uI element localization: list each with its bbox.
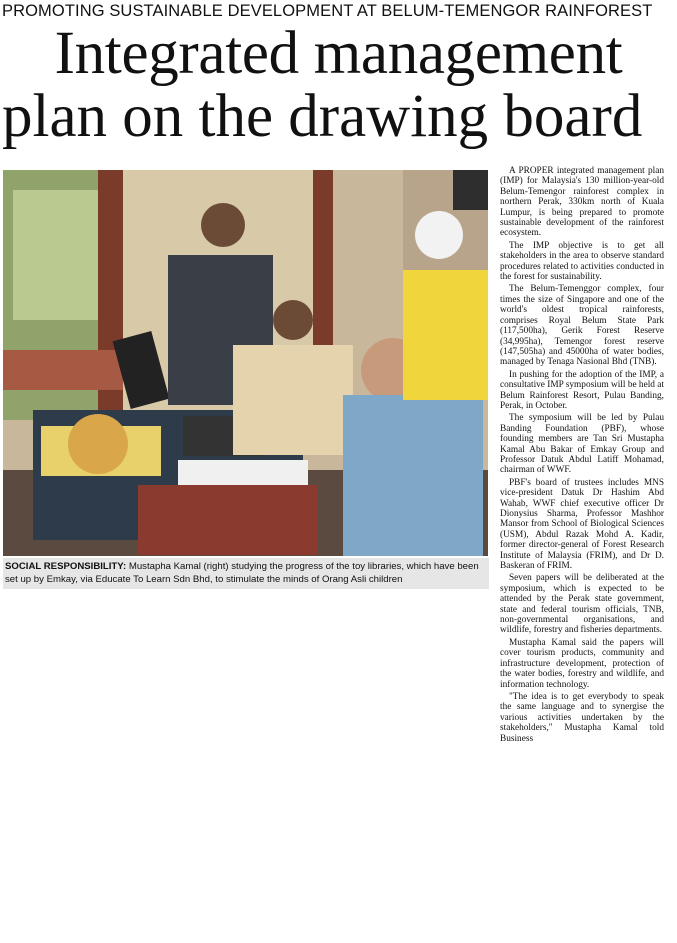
- photo-caption: [3, 558, 489, 589]
- article-paragraph: A PROPER integrated management plan (IMP) for Malaysia's 130 million-year-old Belum-Temengor rainforest complex in northern Perak, 330km north of Kuala Lumpur, is being prepared to promote sustainable development of the rainforest ecosystem.: [500, 166, 664, 239]
- headline-line-1: Integrated management: [54, 20, 623, 87]
- article-body: [500, 166, 664, 943]
- article-paragraph: PBF's board of trustees includes MNS vice-president Datuk Dr Hashim Abd Wahab, WWF chief executive officer Dr Dionysius Sharma, Professor Mashhor Mansor from School of Biological Sciences (USM), Abdul Razak Mohd A. Kadir, former director-general of Forest Research Institute of Malaysia (FRIM), and Dr D. Baskeran of FRIM.: [500, 477, 664, 572]
- caption-text: Mustapha Kamal (right) studying the progress of the toy libraries, which have been set up by Emkay, via Educate To Learn Sdn Bhd, to stimulate the minds of Orang Asli children: [5, 561, 479, 585]
- article-paragraph: The symposium will be led by Pulau Banding Foundation (PBF), whose founding members are Tan Sri Mustapha Kamal Abu Bakar of Emkay Group and Professor Datuk Abdul Latiff Mohamad, chairman of WWF.: [500, 413, 664, 476]
- caption-lead: SOCIAL RESPONSIBILITY:: [5, 561, 127, 572]
- section-kicker: PROMOTING SUSTAINABLE DEVELOPMENT AT BELUM-TEMENGOR RAINFOREST: [2, 2, 653, 20]
- article-paragraph: Seven papers will be deliberated at the symposium, which is expected to be attended by the Perak state government, state and federal tourism officials, TNB, non-governmental organisations, and wildlife, forestry and fisheries departments.: [500, 573, 664, 636]
- article-paragraph: In pushing for the adoption of the IMP, a consultative IMP symposium will be held at Belum Rainforest Resort, Pulau Banding, Perak, in October.: [500, 369, 664, 411]
- news-photo: [3, 170, 488, 556]
- headline: [0, 22, 677, 148]
- article-paragraph: The IMP objective is to get all stakeholders in the area to observe standard procedures related to activities conducted in the forest for sustainability.: [500, 240, 664, 283]
- headline-line-2: plan on the drawing board: [2, 83, 643, 150]
- article-paragraph: "The idea is to get everybody to speak the same language and to synergise the various activities undertaken by the stakeholders," Mustapha Kamal told Business: [500, 691, 664, 744]
- article-paragraph: The Belum-Temenggor complex, four times the size of Singapore and one of the world's oldest tropical rainforests, comprises Royal Belum State Park (117,500ha), Gerik Forest Reserve (34,995ha), Temengor forest reserve (147,505ha) and 45000ha of water bodies, managed by Tenaga Nasional Bhd (TNB).: [500, 284, 664, 368]
- article-paragraph: Mustapha Kamal said the papers will cover tourism products, community and infrastructure development, protection of the water bodies, forestry and wildlife, and information technology.: [500, 637, 664, 690]
- photo-illustration: [3, 170, 488, 556]
